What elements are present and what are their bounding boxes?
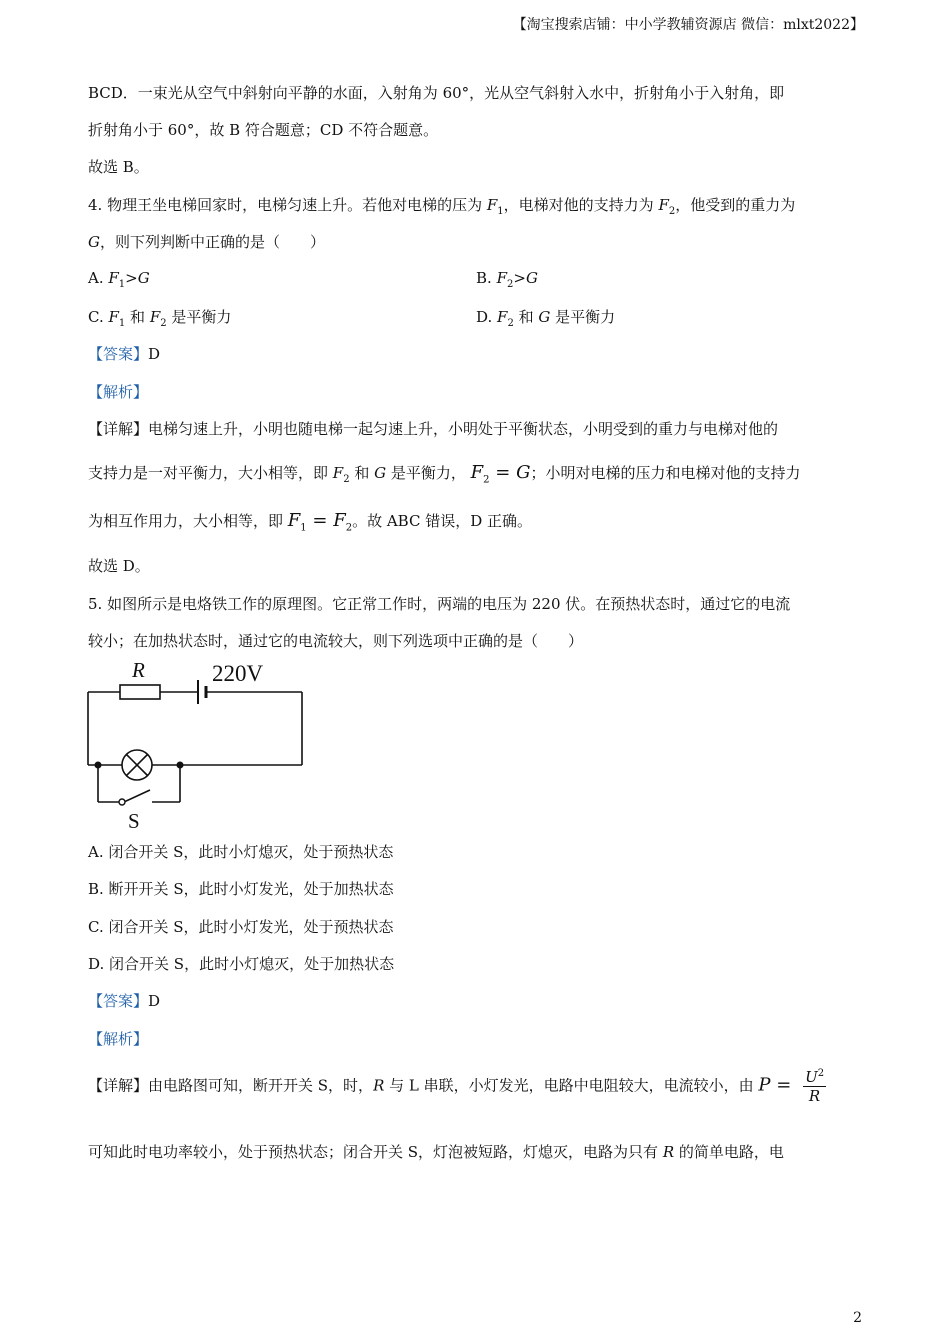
q4-analysis-tag: 【解析】 bbox=[88, 383, 149, 401]
q4-option-a: A. $F_1>G$ bbox=[88, 269, 150, 290]
q5-analysis-tag: 【解析】 bbox=[88, 1030, 149, 1048]
q5-option-b: B. 断开开关 S，此时小灯发光，处于加热状态 bbox=[88, 880, 394, 898]
q4-answer: 【答案】D bbox=[88, 345, 161, 363]
page-header: 【淘宝搜索店铺：中小学教辅资源店 微信：mlxt2022】 bbox=[512, 17, 864, 33]
switch-contact bbox=[119, 799, 125, 805]
q5-option-c: C. 闭合开关 S，此时小灯发光，处于预热状态 bbox=[88, 918, 394, 936]
q5-option-a: A. 闭合开关 S，此时小灯熄灭，处于预热状态 bbox=[88, 843, 394, 861]
page-number: 2 bbox=[853, 1310, 862, 1326]
q5-option-d: D. 闭合开关 S，此时小灯熄灭，处于加热状态 bbox=[88, 955, 395, 973]
q4-stem-line2: G，则下列判断中正确的是（ ） bbox=[88, 233, 325, 251]
switch-label: S bbox=[128, 809, 140, 833]
q5-detail-line2: 可知此时电功率较小，处于预热状态；闭合开关 S，灯泡被短路，灯熄灭，电路为只有 R 的简单电路，电 bbox=[88, 1143, 784, 1161]
q5-answer: 【答案】D bbox=[88, 992, 161, 1010]
q4-option-b: B. $F_2>G$ bbox=[476, 269, 538, 290]
resistor bbox=[120, 685, 160, 699]
q5-stem-line1: 5. 如图所示是电烙铁工作的原理图。它正常工作时，两端的电压为 220 伏。在预热状态时，通过它的电流 bbox=[88, 595, 791, 613]
q4-option-d: D. $F_2$ 和 G 是平衡力 bbox=[476, 308, 616, 329]
q3-analysis-line2: 折射角小于 60°，故 B 符合题意；CD 不符合题意。 bbox=[88, 121, 439, 139]
q4-option-c: C. $F_1$ 和 $F_2$ 是平衡力 bbox=[88, 308, 232, 329]
voltage-label: 220V bbox=[212, 661, 264, 686]
power-formula: $\frac{U^2}{R}$ bbox=[805, 1068, 825, 1105]
q4-detail-line2: 支持力是一对平衡力，大小相等，即 $F_2$ 和 G 是平衡力， $F_2 = G$；小明对电梯的压力和电梯对他的支持力 bbox=[88, 462, 801, 486]
junction-dot bbox=[177, 762, 184, 769]
q4-conclusion: 故选 D。 bbox=[88, 557, 150, 575]
junction-dot bbox=[95, 762, 102, 769]
switch-blade bbox=[124, 790, 150, 802]
q5-stem-line2: 较小；在加热状态时，通过它的电流较大，则下列选项中正确的是（ ） bbox=[88, 632, 584, 650]
q3-analysis-line1: BCD．一束光从空气中斜射向平静的水面，入射角为 60°，光从空气斜射入水中，折射角小于入射角，即 bbox=[88, 84, 785, 102]
circuit-diagram bbox=[80, 650, 320, 835]
q5-detail-line1: 【详解】由电路图可知，断开开关 S，时，R 与 L 串联，小灯发光，电路中电阻较大，电流较小，由 P = $\frac{U^2}{R}$ bbox=[88, 1068, 825, 1105]
q4-stem-line1: 4. 物理王坐电梯回家时，电梯匀速上升。若他对电梯的压为 $F_1$，电梯对他的支持力为 $F_2$，他受到的重力为 bbox=[88, 196, 796, 217]
q4-detail-line3: 为相互作用力，大小相等，即 $F_1 = F_2$。故 ABC 错误，D 正确。 bbox=[88, 510, 533, 534]
q4-detail-line1: 【详解】电梯匀速上升，小明也随电梯一起匀速上升，小明处于平衡状态，小明受到的重力与电梯对他的 bbox=[88, 420, 779, 438]
resistor-label: R bbox=[132, 658, 145, 682]
q3-conclusion: 故选 B。 bbox=[88, 158, 149, 176]
